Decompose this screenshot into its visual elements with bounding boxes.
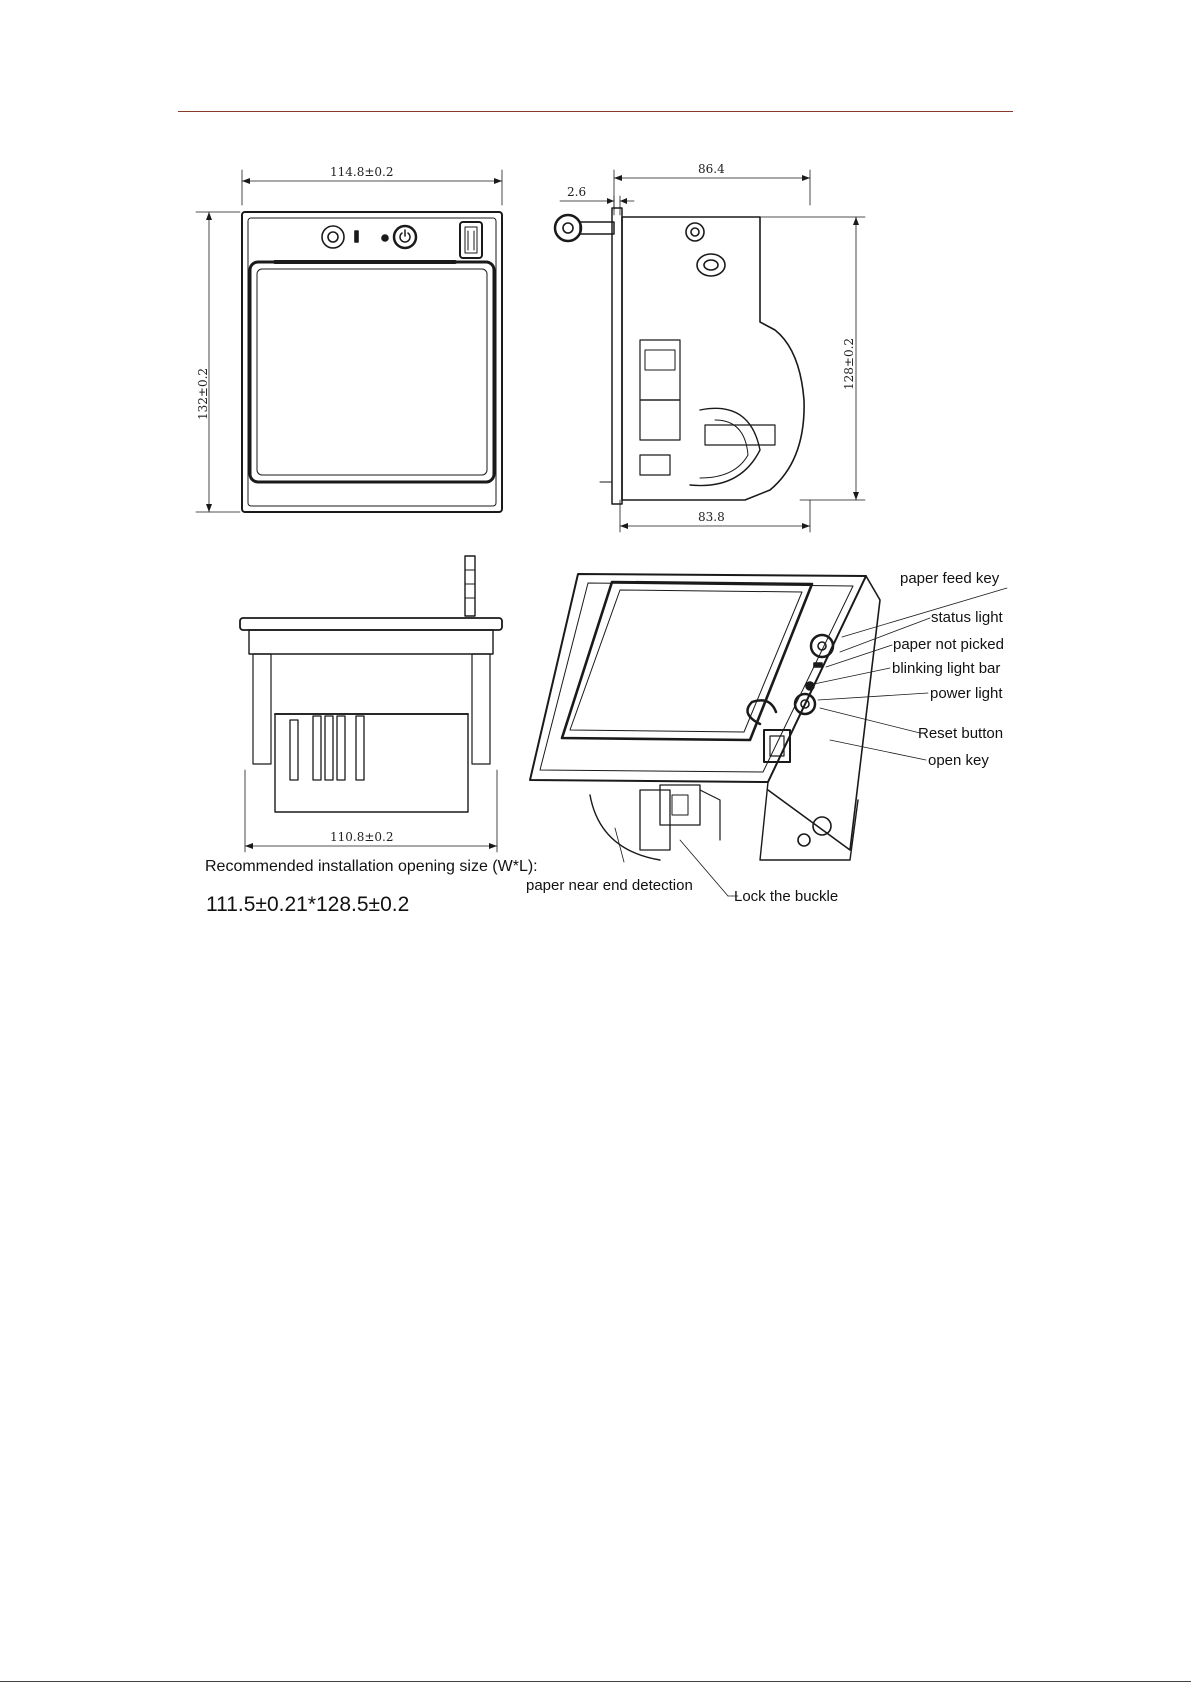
side-height-dim: 128±0.2 [842, 337, 856, 390]
front-view [196, 165, 502, 512]
callout-lock-buckle: Lock the buckle [734, 888, 839, 905]
side-key-offset-dim: 2.6 [567, 185, 587, 199]
callout-open-key: open key [928, 752, 989, 769]
bottom-view [240, 556, 502, 852]
callout-paper-near-end: paper near end detection [526, 877, 693, 894]
callout-blinking-light-bar: blinking light bar [892, 660, 1001, 677]
footer-rule [0, 1681, 1191, 1682]
callout-paper-feed-key: paper feed key [900, 570, 1000, 587]
callout-reset-button: Reset button [918, 725, 1004, 742]
bottom-width-dim: 110.8±0.2 [330, 830, 394, 844]
recommended-label: Recommended installation opening size (W*L): [205, 858, 538, 875]
side-view [555, 162, 865, 532]
callout-power-light: power light [930, 685, 1003, 702]
side-bottom-depth-dim: 83.8 [698, 510, 725, 524]
callout-status-light: status light [931, 609, 1003, 626]
front-height-dim: 132±0.2 [196, 367, 210, 420]
front-width-dim: 114.8±0.2 [330, 165, 394, 179]
callout-paper-not-picked: paper not picked [893, 636, 1004, 653]
side-depth-dim: 86.4 [698, 162, 725, 176]
recommended-value: 111.5±0.21*128.5±0.2 [206, 893, 410, 916]
